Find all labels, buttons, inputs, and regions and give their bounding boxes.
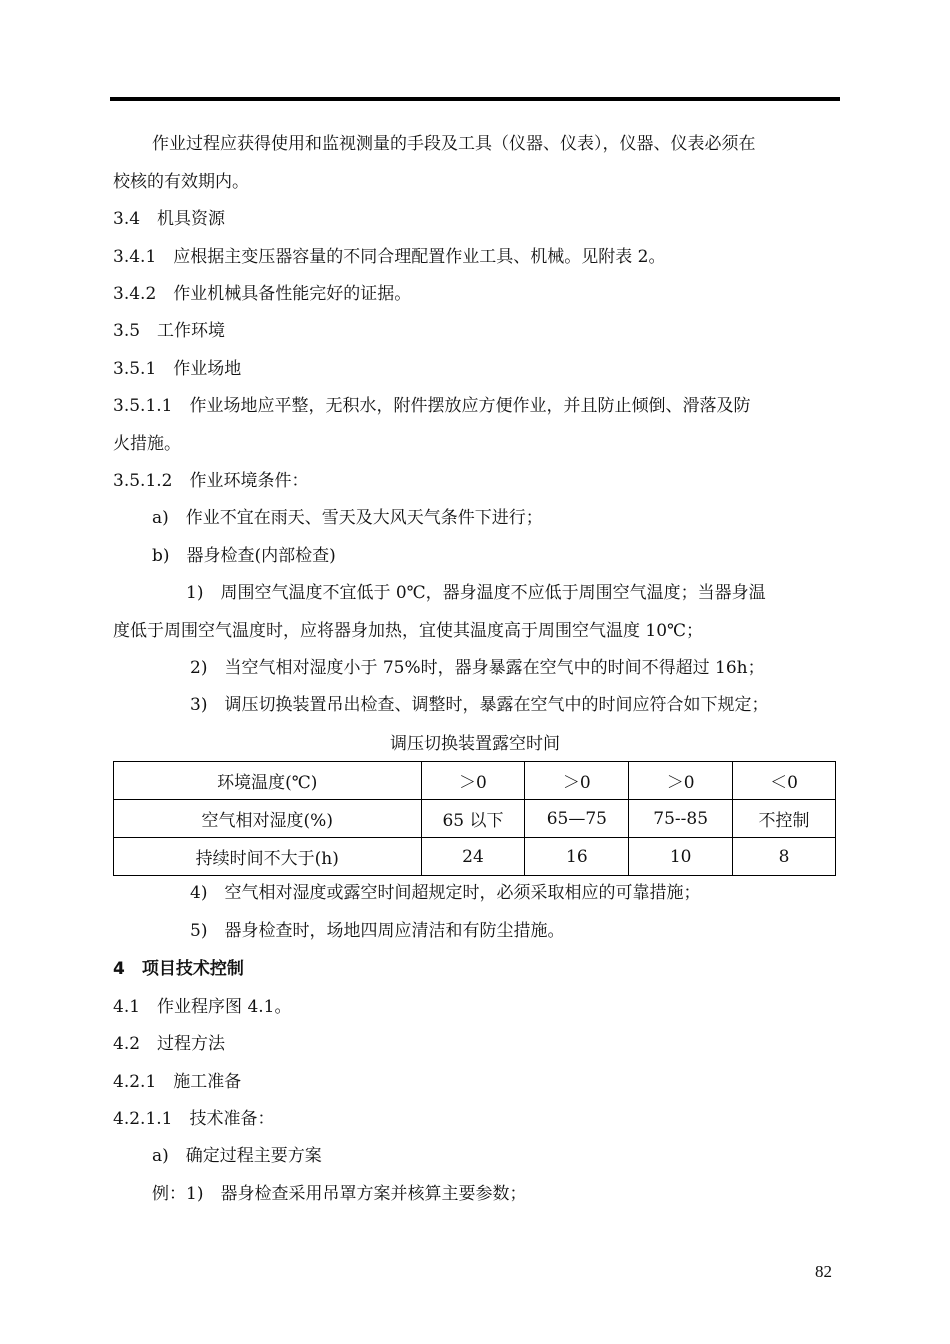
text-line: 3.4.2 作业机械具备性能完好的证据。 — [113, 284, 412, 304]
table-cell: 65—75 — [525, 800, 629, 838]
text-line: 3) 调压切换装置吊出检查、调整时，暴露在空气中的时间应符合如下规定； — [190, 695, 769, 715]
table-cell: ＞0 — [525, 762, 629, 800]
table-cell: ＞0 — [421, 762, 525, 800]
text-line: a) 确定过程主要方案 — [152, 1146, 322, 1166]
text-line: b) 器身检查(内部检查) — [152, 546, 336, 566]
text-line: a) 作业不宜在雨天、雪天及大风天气条件下进行； — [152, 508, 543, 528]
text-line: 例：1) 器身检查采用吊罩方案并核算主要参数； — [152, 1184, 527, 1204]
text-line: 4.1 作业程序图 4.1。 — [113, 997, 292, 1017]
table-cell: 空气相对湿度(%) — [114, 800, 422, 838]
table-cell: 不控制 — [733, 800, 836, 838]
exposure-time-table — [113, 761, 836, 876]
table-row — [114, 800, 836, 838]
text-line: 4) 空气相对湿度或露空时间超规定时，必须采取相应的可靠措施； — [190, 883, 701, 903]
table-cell: 16 — [525, 838, 629, 876]
text-line: 4 项目技术控制 — [113, 959, 244, 979]
table-caption: 调压切换装置露空时间 — [390, 734, 560, 754]
table-cell: 65 以下 — [421, 800, 525, 838]
text-line: 火措施。 — [113, 434, 181, 454]
table-cell: 环境温度(℃) — [114, 762, 422, 800]
table-row — [114, 838, 836, 876]
table-cell: 75--85 — [629, 800, 733, 838]
text-line: 2) 当空气相对湿度小于 75%时，器身暴露在空气中的时间不得超过 16h； — [190, 658, 765, 678]
text-line: 4.2.1.1 技术准备： — [113, 1109, 275, 1129]
table-cell: 持续时间不大于(h) — [114, 838, 422, 876]
text-line: 校核的有效期内。 — [113, 172, 249, 192]
page-number: 82 — [815, 1262, 832, 1281]
text-line: 作业过程应获得使用和监视测量的手段及工具（仪器、仪表），仪器、仪表必须在 — [152, 134, 756, 154]
text-line: 1) 周围空气温度不宜低于 0℃，器身温度不应低于周围空气温度；当器身温 — [186, 583, 766, 603]
table-cell: 10 — [629, 838, 733, 876]
text-line: 4.2.1 施工准备 — [113, 1072, 242, 1092]
text-line: 5) 器身检查时，场地四周应清洁和有防尘措施。 — [190, 921, 565, 941]
text-line: 3.5.1.2 作业环境条件： — [113, 471, 309, 491]
table-cell: 24 — [421, 838, 525, 876]
text-line: 3.5.1 作业场地 — [113, 359, 242, 379]
text-line: 3.5.1.1 作业场地应平整，无积水，附件摆放应方便作业，并且防止倾倒、滑落及防 — [113, 396, 751, 416]
text-line: 4.2 过程方法 — [113, 1034, 226, 1054]
table-row — [114, 762, 836, 800]
text-line: 3.4.1 应根据主变压器容量的不同合理配置作业工具、机械。见附表 2。 — [113, 247, 666, 267]
table-cell: ＞0 — [629, 762, 733, 800]
header-rule — [110, 97, 840, 101]
text-line: 3.4 机具资源 — [113, 209, 226, 229]
table-cell: ＜0 — [733, 762, 836, 800]
text-line: 3.5 工作环境 — [113, 321, 226, 341]
text-line: 度低于周围空气温度时，应将器身加热，宜使其温度高于周围空气温度 10℃； — [113, 621, 704, 641]
table-cell: 8 — [733, 838, 836, 876]
